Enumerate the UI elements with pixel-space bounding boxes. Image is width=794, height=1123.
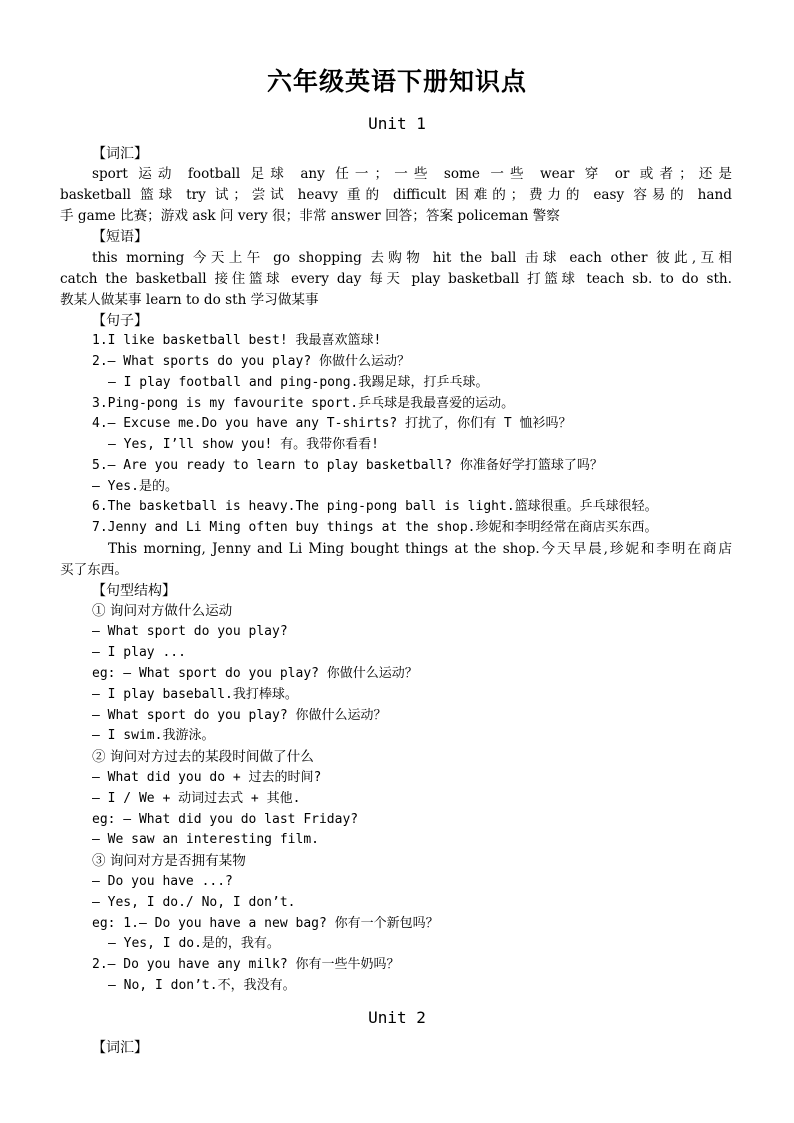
pattern-line: eg: — What sport do you play? 你做什么运动？ — [92, 666, 418, 681]
pattern-line: — We saw an interesting film. — [92, 832, 319, 847]
unit-1-heading: Unit 1 — [368, 114, 426, 133]
sentence-line: 4.— Excuse me.Do you have any T-shirts? 打扰了，你们有 T 恤衫吗？ — [92, 416, 572, 431]
vocab-heading: 【词汇】 — [92, 146, 148, 162]
unit-2-heading: Unit 2 — [368, 1008, 426, 1027]
sentence-line: 7.Jenny and Li Ming often buy things at the shop.珍妮和李明经常在商店买东西。 — [92, 520, 658, 535]
pattern-line: — What did you do + 过去的时间? — [92, 770, 322, 785]
vocab-line: sport 运动 football 足球 any 任一；一些 some 一些 wear 穿 or 或者；还是 — [92, 166, 732, 182]
pattern-line: — What sport do you play? 你做什么运动？ — [92, 708, 387, 723]
sentence-line: 6.The basketball is heavy.The ping-pong ball is light.篮球很重。乒乓球很轻。 — [92, 499, 658, 514]
sentence-line: This morning, Jenny and Li Ming bought things at the shop.今天早晨,珍妮和李明在商店 — [108, 541, 732, 557]
pattern-line: — I play baseball.我打棒球。 — [92, 687, 298, 702]
phrase-heading: 【短语】 — [92, 229, 148, 245]
pattern-line: eg: 1.— Do you have a new bag? 你有一个新包吗？ — [92, 916, 439, 931]
pattern-line: — Do you have ...? — [92, 874, 233, 889]
vocab-line: 手 game 比赛；游戏 ask 问 very 很；非常 answer 回答；答案 policeman 警察 — [60, 208, 560, 224]
sentence-line: 2.— What sports do you play? 你做什么运动？ — [92, 354, 410, 369]
pattern-line: ② 询问对方过去的某段时间做了什么 — [92, 749, 314, 765]
sentence-line: 1.I like basketball best! 我最喜欢篮球! — [92, 333, 382, 348]
pattern-line: — No, I don’t.不，我没有。 — [108, 978, 296, 993]
phrase-line: 教某人做某事 learn to do sth 学习做某事 — [60, 292, 319, 308]
vocab-line: basketball 篮球 try 试；尝试 heavy 重的 difficult 困难的；费力的 easy 容易的 hand — [60, 187, 732, 203]
sentence-line: 买了东西。 — [60, 562, 128, 578]
pattern-heading: 【句型结构】 — [92, 583, 176, 599]
sentence-line: — Yes, I’ll show you! 有。我带你看看! — [108, 437, 380, 452]
pattern-line: — Yes, I do.是的，我有。 — [108, 936, 280, 951]
sentence-line: — I play football and ping-pong.我踢足球，打乒乓球。 — [108, 375, 489, 390]
pattern-line: — I / We + 动词过去式 + 其他. — [92, 791, 301, 806]
pattern-line: 2.— Do you have any milk? 你有一些牛奶吗？ — [92, 957, 400, 972]
sentence-heading: 【句子】 — [92, 313, 148, 329]
page-title: 六年级英语下册知识点 — [266, 67, 527, 96]
pattern-line: ③ 询问对方是否拥有某物 — [92, 853, 246, 869]
sentence-line: 5.— Are you ready to learn to play basketball? 你准备好学打篮球了吗？ — [92, 458, 603, 473]
vocab-heading: 【词汇】 — [92, 1040, 148, 1056]
pattern-line: — I swim.我游泳。 — [92, 728, 215, 743]
phrase-line: catch the basketball 接住篮球 every day 每天 play basketball 打篮球 teach sb. to do sth. — [60, 271, 732, 287]
pattern-line: — Yes, I do./ No, I don’t. — [92, 895, 296, 910]
sentence-line: 3.Ping-pong is my favourite sport.乒乓球是我最喜爱的运动。 — [92, 396, 515, 411]
pattern-line: — What sport do you play? — [92, 624, 288, 639]
pattern-line: — I play ... — [92, 645, 186, 660]
sentence-line: — Yes.是的。 — [92, 479, 178, 494]
pattern-line: eg: — What did you do last Friday? — [92, 812, 359, 827]
pattern-line: ① 询问对方做什么运动 — [92, 603, 233, 619]
phrase-line: this morning 今天上午 go shopping 去购物 hit the ball 击球 each other 彼此,互相 — [92, 250, 732, 266]
